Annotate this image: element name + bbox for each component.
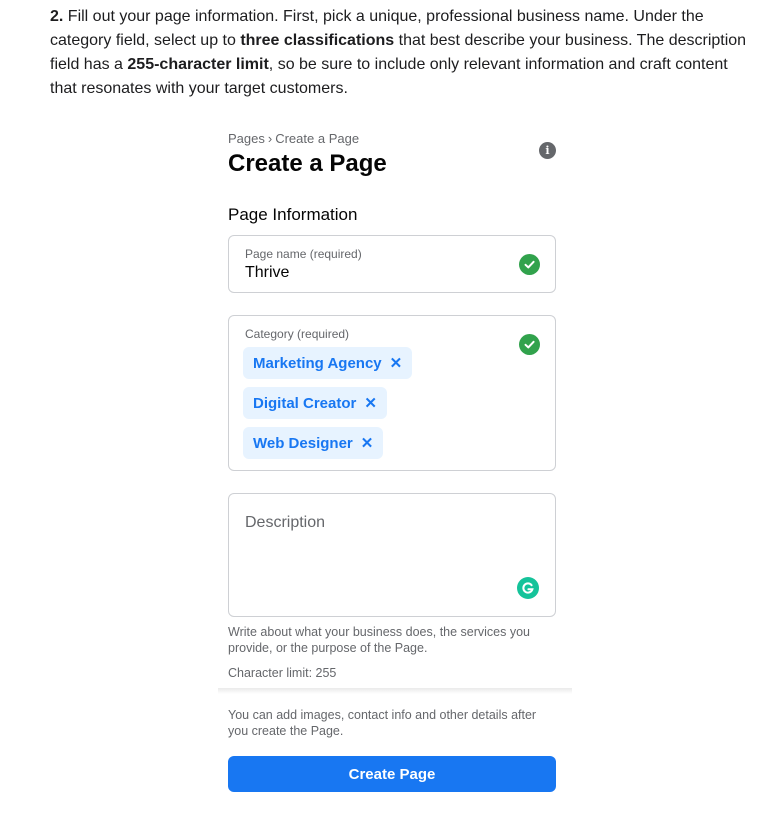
breadcrumb-pages[interactable]: Pages	[228, 131, 265, 146]
remove-chip-icon[interactable]: ✕	[389, 354, 403, 372]
check-circle-icon	[519, 334, 540, 355]
instruction-paragraph	[50, 5, 750, 101]
page-name-field[interactable]	[228, 235, 556, 293]
chip-label: Marketing Agency	[253, 354, 382, 372]
step-number: 2.	[50, 8, 64, 25]
instruction-text-3: , so be sure to include only relevant information and craft content that resonates with your target customers.	[50, 56, 728, 97]
info-icon[interactable]: i	[539, 142, 556, 159]
footer-note: You can add images, contact info and other details after you create the Page.	[228, 708, 537, 738]
remove-chip-icon[interactable]: ✕	[364, 394, 377, 412]
description-helper-text: Write about what your business does, the services you provide, or the purpose of the Page.	[228, 625, 531, 655]
category-field[interactable]	[228, 315, 556, 471]
chip-label: Digital Creator	[253, 394, 357, 412]
category-chip-web-designer	[243, 427, 383, 459]
breadcrumb-separator: ›	[267, 131, 273, 146]
instruction-text-2: that best describe your business. The description field has a	[50, 32, 747, 73]
character-limit-text: Character limit: 255	[228, 666, 337, 680]
check-circle-icon	[519, 254, 540, 275]
breadcrumb-current: Create a Page	[275, 131, 360, 146]
category-chip-digital-creator	[243, 387, 387, 419]
category-label: Category (required)	[245, 327, 350, 341]
description-placeholder: Description	[245, 514, 326, 531]
section-title: Page Information	[228, 205, 358, 224]
instruction-text-1: Fill out your page information. First, pick a unique, professional business name. Under the category field, select up to	[50, 8, 704, 49]
page-title: Create a Page	[228, 150, 387, 177]
instruction-bold-2: 255-character limit	[127, 56, 269, 73]
chip-label: Web Designer	[253, 434, 353, 452]
section-divider	[218, 688, 572, 694]
remove-chip-icon[interactable]: ✕	[360, 434, 374, 452]
instruction-bold-1: three classifications	[240, 32, 395, 49]
create-page-button[interactable]: Create Page	[228, 756, 556, 792]
breadcrumb	[228, 131, 359, 146]
page-name-label: Page name (required)	[245, 247, 362, 261]
description-textarea[interactable]	[228, 493, 556, 617]
page-name-value[interactable]: Thrive	[245, 264, 290, 281]
category-chip-marketing-agency	[243, 347, 412, 379]
grammarly-icon[interactable]	[517, 577, 539, 599]
